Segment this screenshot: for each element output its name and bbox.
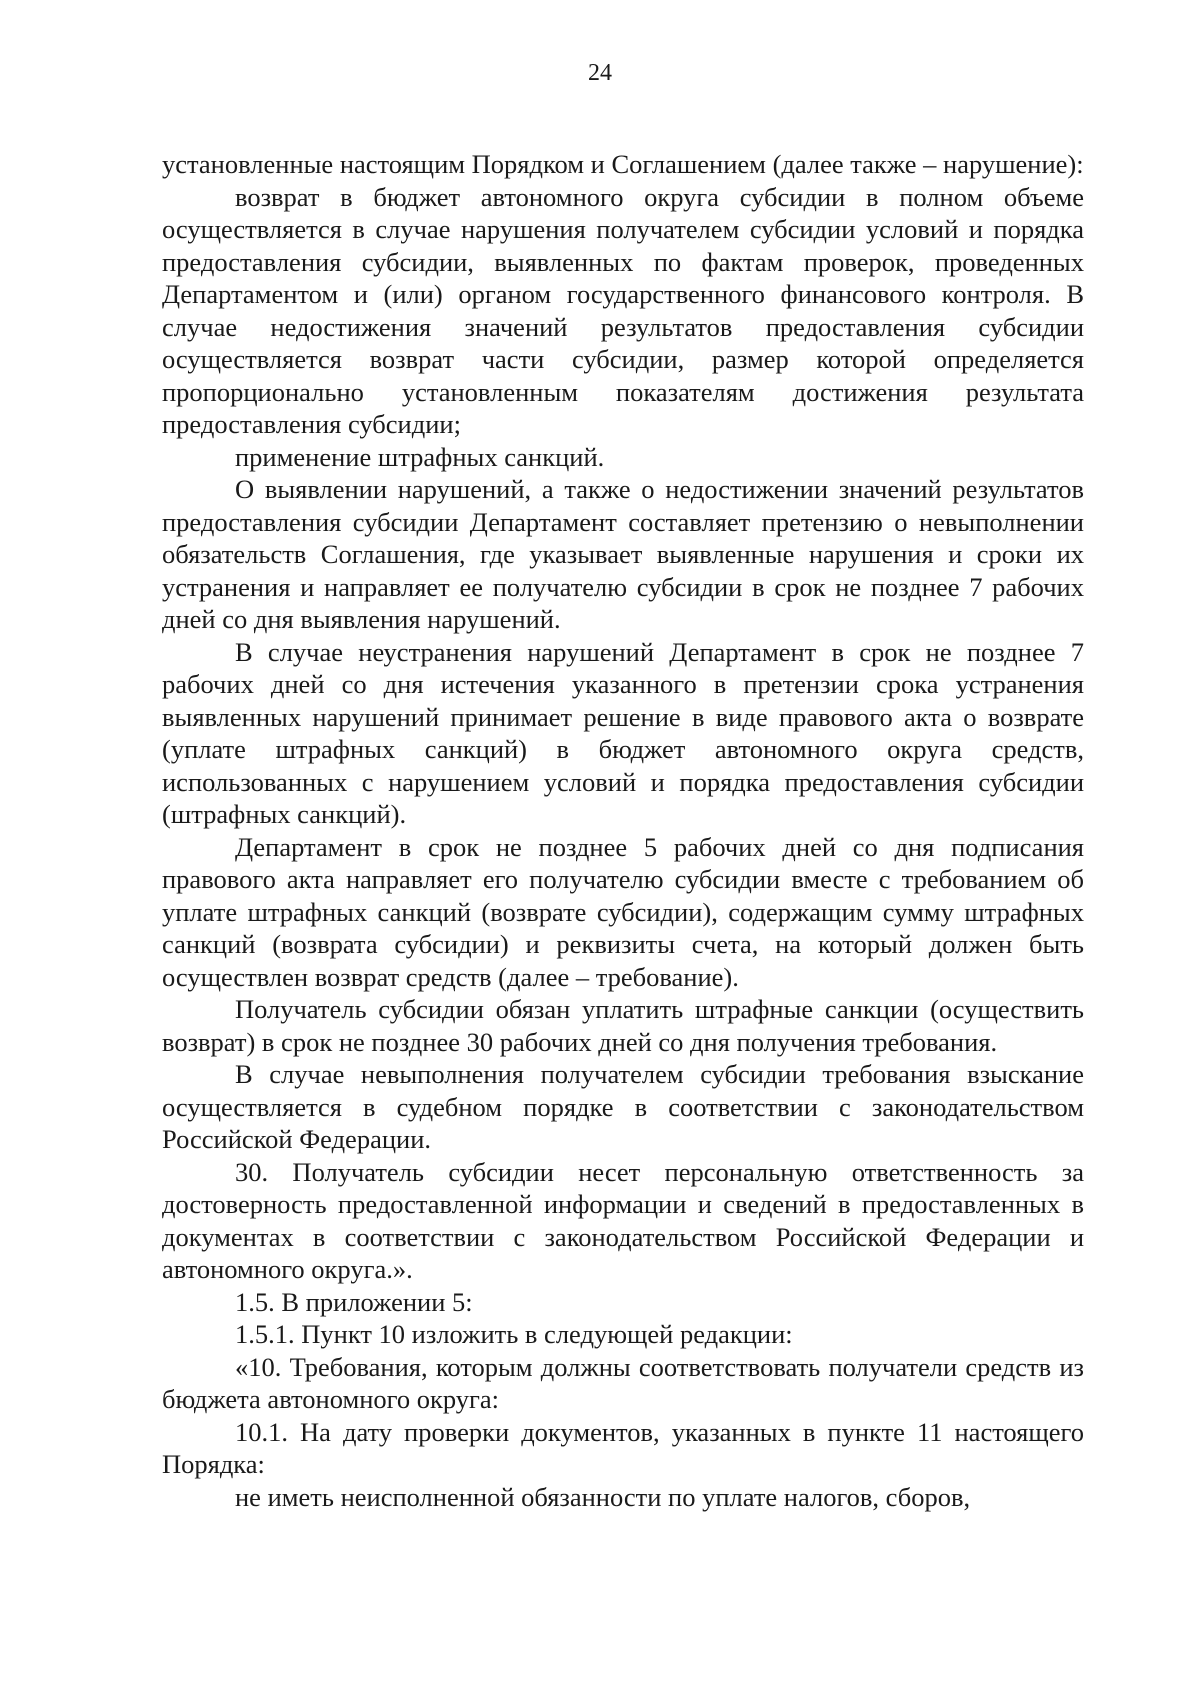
paragraph-11: 1.5.1. Пункт 10 изложить в следующей редакции: [235, 1319, 793, 1349]
paragraph-7: Получатель субсидии обязан уплатить штрафные санкции (осуществить возврат) в срок не позднее 30 рабочих дней со дня получения требования. [162, 994, 1084, 1057]
paragraph-8: В случае невыполнения получателем субсидии требования взыскание осуществляется в судебном порядке в соответствии с законодательством Российской Федерации. [162, 1059, 1084, 1154]
paragraph-10: 1.5. В приложении 5: [235, 1286, 473, 1317]
paragraph-14: не иметь неисполненной обязанности по уплате налогов, сборов, [235, 1481, 971, 1512]
paragraph-4: О выявлении нарушений, а также о недостижении значений результатов предоставления субсидии Департамент составляет претензию о невыполнении обязательств Соглашения, где указывает выявленные нарушения и сроки их устранения и направляет ее получателю субсидии в срок не позднее 7 рабочих дней со дня выявления нарушений. [162, 474, 1084, 634]
paragraph-3: применение штрафных санкций. [235, 441, 605, 472]
document-body [162, 148, 1084, 1513]
paragraph-12: «10. Требования, которым должны соответствовать получатели средств из бюджета автономного округа: [162, 1351, 1084, 1414]
paragraph-1: установленные настоящим Порядком и Соглашением (далее также – нарушение): [162, 149, 1084, 179]
paragraph-2: возврат в бюджет автономного округа субсидии в полном объеме осуществляется в случае нарушения получателем субсидии условий и порядка предоставления субсидии, выявленных по фактам проверок, проведенных Департаментом и (или) органом государственного финансового контроля. В случае недостижения значений результатов предоставления субсидии осуществляется возврат части субсидии, размер которой определяется пропорционально установленным показателям достижения результата предоставления субсидии; [162, 181, 1084, 439]
paragraph-6: Департамент в срок не позднее 5 рабочих дней со дня подписания правового акта направляет его получателю субсидии вместе с требованием об уплате штрафных санкций (возврате субсидии), содержащим сумму штрафных санкций (возврата субсидии) и реквизиты счета, на который должен быть осуществлен возврат средств (далее – требование). [162, 831, 1084, 992]
paragraph-13: 10.1. На дату проверки документов, указанных в пункте 11 настоящего Порядка: [162, 1416, 1084, 1479]
paragraph-9: 30. Получатель субсидии несет персональную ответственность за достоверность предоставленной информации и сведений в предоставленных в документах в соответствии с законодательством Российской Федерации и автономного округа.». [162, 1156, 1084, 1284]
paragraph-5: В случае неустранения нарушений Департамент в срок не позднее 7 рабочих дней со дня истечения указанного в претензии срока устранения выявленных нарушений принимает решение в виде правового акта о возврате (уплате штрафных санкций) в бюджет автономного округа средств, использованных с нарушением условий и порядка предоставления субсидии (штрафных санкций). [162, 636, 1084, 829]
page-number: 24 [588, 60, 612, 86]
